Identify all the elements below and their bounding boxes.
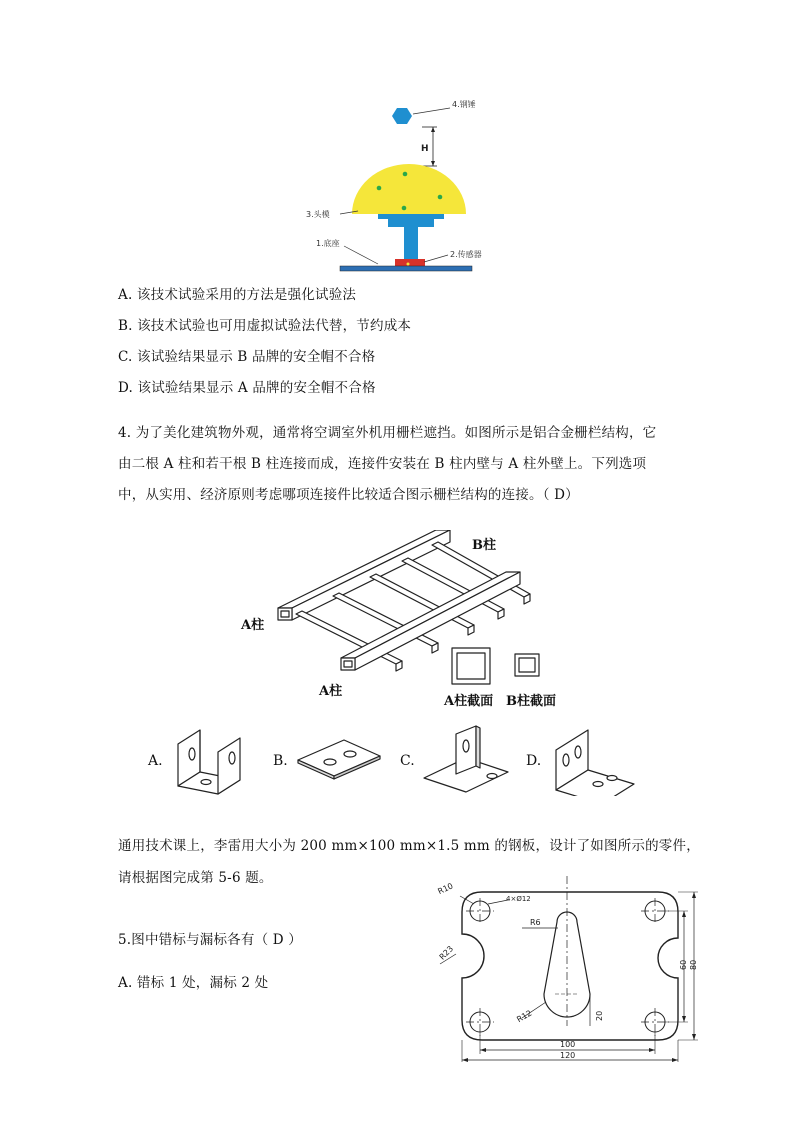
b-section-label: B柱截面 <box>506 694 556 709</box>
intro-line-2: 请根据图完成第 5-6 题。 <box>118 870 273 886</box>
hammer-shape <box>392 108 412 124</box>
dim-r12: R12 <box>515 1008 534 1025</box>
dim-r23: R23 <box>437 944 456 962</box>
a-column-label-left: A柱 <box>241 618 265 633</box>
q5-question: 5.图中错标与漏标各有（ D ） <box>118 932 302 948</box>
impact-test-figure <box>300 96 490 276</box>
dim-80: 80 <box>689 959 698 970</box>
q3-option-d: D. 该试验结果显示 A 品牌的安全帽不合格 <box>118 380 376 396</box>
connector-b-flat-plate <box>292 736 384 780</box>
connector-d-l-bracket <box>548 722 640 796</box>
q4-line-3: 中，从实用、经济原则考虑哪项连接件比较适合图示栅栏结构的连接。（ D） <box>118 487 579 503</box>
q3-option-c: C. 该试验结果显示 B 品牌的安全帽不合格 <box>118 349 376 365</box>
intro-line-1: 通用技术课上，李雷用大小为 200 mm×100 mm×1.5 mm 的钢板，设计了如图所示的零件， <box>118 838 700 854</box>
height-label: H <box>421 144 429 154</box>
q4-line-1: 4. 为了美化建筑物外观，通常将空调室外机用栅栏遮挡。如图所示是铝合金栅栏结构，它 <box>118 425 657 441</box>
fence-figure <box>236 530 566 708</box>
connector-a-u-channel <box>170 722 258 796</box>
dim-60: 60 <box>679 959 688 970</box>
head-label: 3.头模 <box>306 210 330 219</box>
q4-line-2: 由二根 A 柱和若干根 B 柱连接而成，连接件安装在 B 柱内壁与 A 柱外壁上。下列选项 <box>118 456 647 472</box>
fence-drawing <box>236 530 566 708</box>
q4-option-d-label: D. <box>526 753 542 769</box>
sensor-label: 2.传感器 <box>450 250 482 259</box>
q5-option-a: A. 错标 1 处，漏标 2 处 <box>118 975 269 991</box>
q4-option-a-label: A. <box>148 753 163 769</box>
q3-option-a: A. 该技术试验采用的方法是强化试验法 <box>118 287 357 303</box>
a-column-label-bottom: A柱 <box>319 684 343 699</box>
b-column-label: B柱 <box>472 538 496 553</box>
q3-option-b: B. 该技术试验也可用虚拟试验法代替，节约成本 <box>118 318 412 334</box>
connector-c-t-bracket <box>420 722 512 794</box>
q4-option-b-label: B. <box>273 753 288 769</box>
a-section-label: A柱截面 <box>444 694 494 709</box>
dim-r6: R6 <box>530 918 541 927</box>
dim-120: 120 <box>560 1051 576 1060</box>
hammer-label: 4.钢锤 <box>452 100 476 109</box>
dim-holes: 4×Ø12 <box>506 895 531 903</box>
dim-100: 100 <box>560 1040 576 1049</box>
impact-test-drawing <box>300 96 490 276</box>
dim-20: 20 <box>595 1010 604 1021</box>
dim-r10: R10 <box>436 881 455 897</box>
part-drawing-figure <box>430 876 700 1066</box>
helmet-dome <box>352 164 466 214</box>
part-drawing <box>430 876 700 1066</box>
q4-option-c-label: C. <box>400 753 415 769</box>
base-label: 1.底座 <box>316 239 340 248</box>
